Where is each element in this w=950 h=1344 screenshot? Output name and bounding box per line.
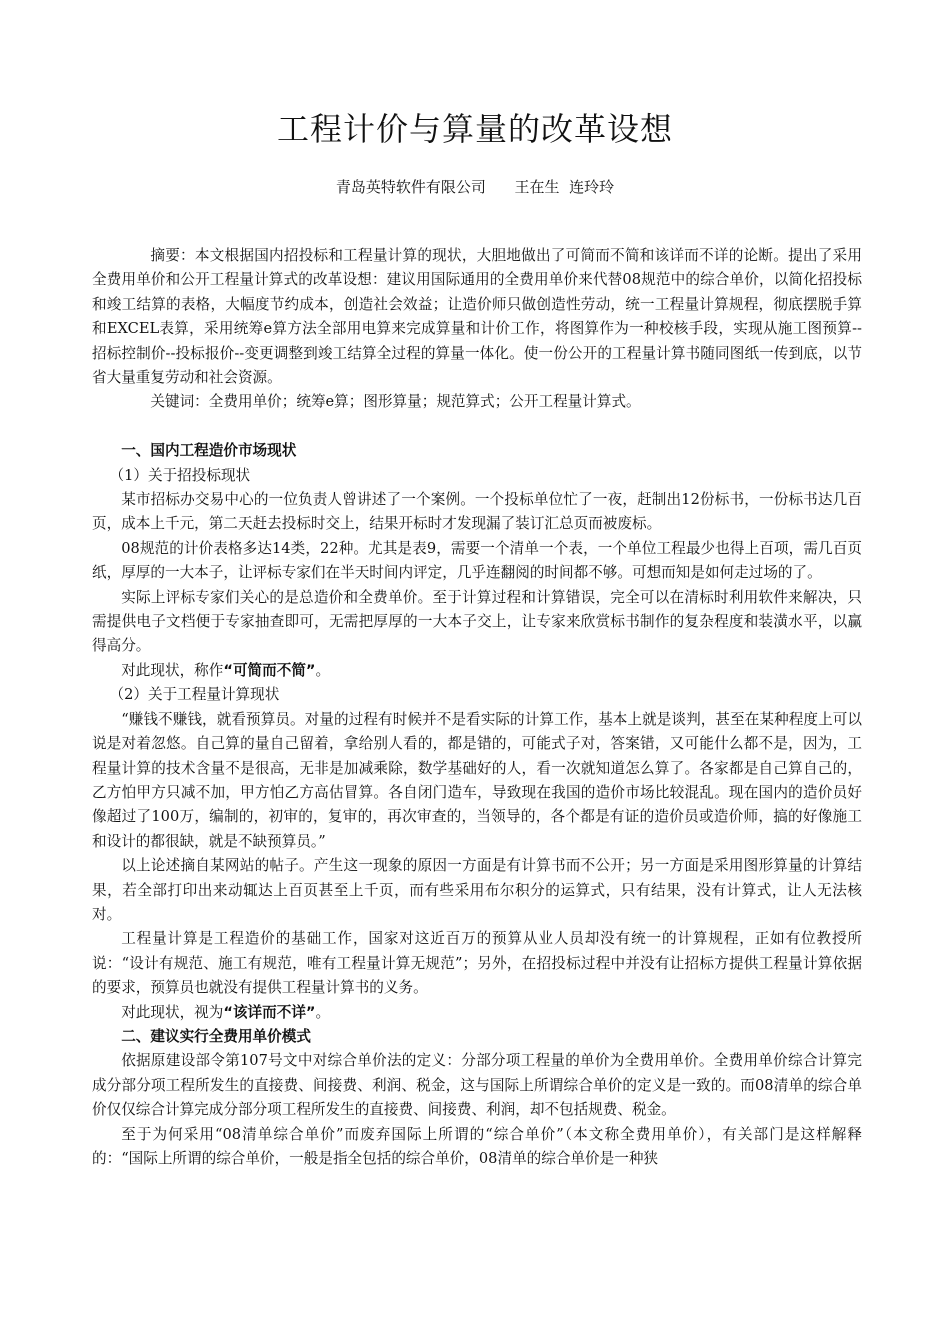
paragraph-text: 对此现状，视为: [121, 1003, 224, 1021]
quote-paragraph: “赚钱不赚钱，就看预算员。对量的过程有时候并不是看实际的计算工作，基本上就是谈判，甚至在某种程度上可以说是对着忽悠。自己算的量自己留着，拿给别人看的，都是错的，可能式子对，答案错，又可能什么都不是，因为，工程量计算的技术含量不是很高，无非是加减乘除，数学基础好的人，看一次就知道怎么算了。各家都是自己算自己的，乙方怕甲方只减不加，甲方怕乙方高估冒算。各自闭门造车，导致现在我国的造价市场比较混乱。现在国内的造价员好像超过了100万，编制的，初审的，复审的，再次审查的，当领导的，各个都是有证的造价员或造价师，搞的好像施工和设计的都很缺，就是不缺预算员。”: [92, 710, 862, 850]
keywords-text: 全费用单价；统筹e算；图形算量；规范算式；公开工程量计算式。: [208, 393, 641, 411]
keywords-paragraph: [92, 390, 862, 414]
paragraph: 工程量计算是工程造价的基础工作，国家对这近百万的预算从业人员却没有统一的计算规程，正如有位教授所说：“设计有规范、施工有规范，唯有工程量计算无规范”；另外，在招投标过程中并没有让招标方提供工程量计算依据的要求，预算员也就没有提供工程量计算书的义务。: [92, 930, 862, 997]
paragraph: 依据原建设部令第107号文中对综合单价法的定义：分部分项工程量的单价为全费用单价。全费用单价综合计算完成分部分项工程所发生的直接费、间接费、利润、税金，这与国际上所谓综合单价的定义是一致的。而08清单的综合单价仅仅综合计算完成分部分项工程所发生的直接费、间接费、利润，却不包括规费、税金。: [92, 1052, 862, 1119]
paragraph: 至于为何采用“08清单综合单价”而废弃国际上所谓的“综合单价”（本文称全费用单价），有关部门是这样解释的：“国际上所谓的综合单价，一般是指全包括的综合单价，08清单的综合单价是一种狭: [92, 1125, 862, 1168]
spacer: [92, 415, 862, 439]
paragraph-text: 。: [315, 661, 331, 679]
paragraph-text: 。: [315, 1003, 331, 1021]
paragraph: 08规范的计价表格多达14类，22种。尤其是表9，需要一个清单一个表，一个单位工程最少也得上百项，需几百页纸，厚厚的一大本子，让评标专家们在半天时间内评定，几乎连翻阅的时间都不够。可想而知是如何走过场的了。: [92, 539, 862, 582]
paragraph-text: 对此现状，称作: [121, 661, 224, 679]
abstract-label: 摘要：: [150, 247, 195, 264]
subsection-2-heading: （2）关于工程量计算现状: [109, 686, 280, 704]
abstract-paragraph: [92, 244, 862, 390]
paragraph: 实际上评标专家们关心的是总造价和全费单价。至于计算过程和计算错误，完全可以在清标时利用软件来解决，只需提供电子文档便于专家抽查即可，无需把厚厚的一大本子交上，让专家来欣赏标书制作的复杂程度和装潢水平，以赢得高分。: [92, 588, 862, 655]
abstract-text: 本文根据国内招投标和工程量计算的现状，大胆地做出了可简而不简和该详而不详的论断。提出了采用全费用单价和公开工程量计算式的改革设想：建议用国际通用的全费用单价来代替08规范中的综合单价，以简化招投标和竣工结算的表格，大幅度节约成本，创造社会效益；让造价师只做创造性劳动，统一工程量计算规程，彻底摆脱手算和EXCEL表算，采用统筹e算方法全部用电算来完成算量和计价工作，将图算作为一种校核手段，实现从施工图预算--招标控制价--投标报价--变更调整到竣工结算全过程的算量一体化。使一份公开的工程量计算书随同图纸一传到底，以节省大量重复劳动和社会资源。: [92, 247, 862, 387]
authors-line: 青岛英特软件有限公司 王在生 连玲玲: [335, 178, 615, 196]
paragraph: [92, 1001, 862, 1025]
section-2-heading: 二、建议实行全费用单价模式: [121, 1027, 311, 1045]
paragraph: [92, 659, 862, 683]
document-body: [92, 244, 862, 1171]
subsection-1-heading: （1）关于招投标现状: [109, 466, 251, 484]
paragraph: 某市招标办交易中心的一位负责人曾讲述了一个案例。一个投标单位忙了一夜，赶制出12份标书，一份标书达几百页，成本上千元，第二天赶去投标时交上，结果开标时才发现漏了装订汇总页而被废标。: [92, 491, 862, 533]
emphasis-text: “可简而不简”: [223, 661, 316, 679]
emphasis-text: “该详而不详”: [223, 1003, 316, 1021]
keywords-label: 关键词：: [150, 393, 209, 411]
section-1-heading: 一、国内工程造价市场现状: [121, 442, 297, 460]
paragraph: 以上论述摘自某网站的帖子。产生这一现象的原因一方面是有计算书而不公开；另一方面是采用图形算量的计算结果，若全部打印出来动辄达上百页甚至上千页，而有些采用布尔积分的运算式，只有结果，没有计算式，让人无法核对。: [92, 857, 862, 923]
page-title: 工程计价与算量的改革设想: [276, 110, 673, 148]
